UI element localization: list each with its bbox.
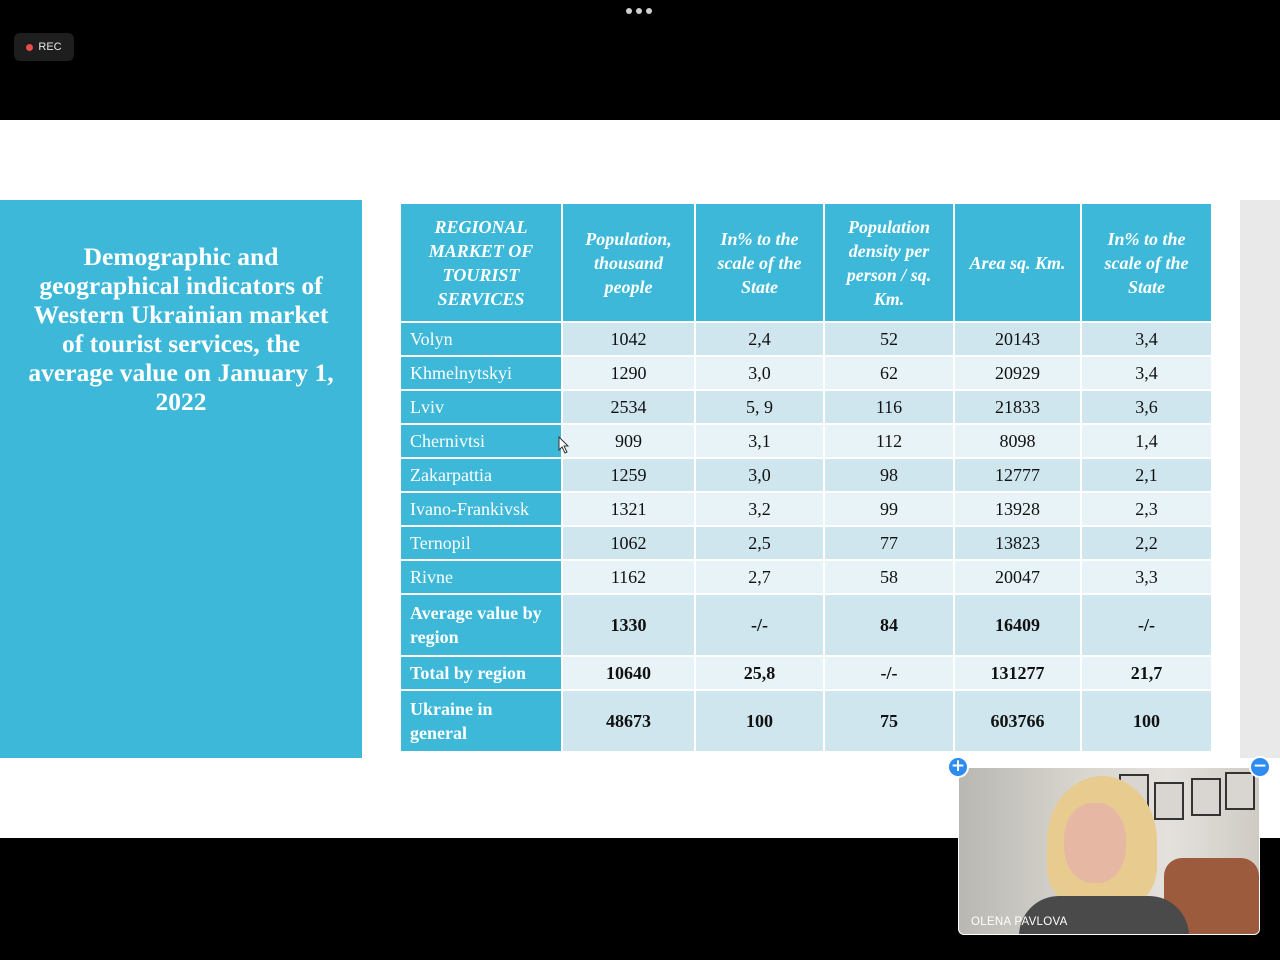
table-cell: -/- bbox=[1081, 594, 1212, 656]
more-options-icon[interactable] bbox=[626, 8, 652, 14]
wall-picture bbox=[1191, 778, 1221, 816]
wall-picture bbox=[1225, 772, 1255, 810]
header-cell: In% to the scale of the State bbox=[1081, 203, 1212, 322]
header-cell: Population density per person / sq. Km. bbox=[824, 203, 954, 322]
region-name: Khmelnytskyi bbox=[400, 356, 562, 390]
table-cell: 3,1 bbox=[695, 424, 824, 458]
participant-video[interactable] bbox=[958, 767, 1260, 935]
table-cell: 21,7 bbox=[1081, 656, 1212, 690]
region-name: Zakarpattia bbox=[400, 458, 562, 492]
table-cell: 84 bbox=[824, 594, 954, 656]
table-row bbox=[400, 492, 1212, 526]
recording-label: REC bbox=[38, 41, 62, 53]
region-name: Volyn bbox=[400, 322, 562, 356]
participant-face bbox=[1064, 803, 1126, 883]
table-row bbox=[400, 322, 1212, 356]
wall-picture bbox=[1154, 782, 1184, 820]
table-cell: 48673 bbox=[562, 690, 695, 752]
table-cell: 10640 bbox=[562, 656, 695, 690]
average-row bbox=[400, 594, 1212, 656]
recording-indicator bbox=[14, 33, 74, 61]
table-cell: 98 bbox=[824, 458, 954, 492]
table-cell: 2,5 bbox=[695, 526, 824, 560]
table-cell: 100 bbox=[1081, 690, 1212, 752]
header-cell: Population, thousand people bbox=[562, 203, 695, 322]
table-cell: 1,4 bbox=[1081, 424, 1212, 458]
table-cell: 1042 bbox=[562, 322, 695, 356]
table-cell: 3,4 bbox=[1081, 322, 1212, 356]
title-panel bbox=[0, 200, 362, 758]
header-cell: REGIONAL MARKET OF TOURIST SERVICES bbox=[400, 203, 562, 322]
shared-slide bbox=[0, 120, 1280, 838]
table-cell: 2,1 bbox=[1081, 458, 1212, 492]
table-cell: 2534 bbox=[562, 390, 695, 424]
header-cell: In% to the scale of the State bbox=[695, 203, 824, 322]
table-cell: 131277 bbox=[954, 656, 1081, 690]
row-label: Total by region bbox=[400, 656, 562, 690]
table-cell: 13823 bbox=[954, 526, 1081, 560]
table-cell: 116 bbox=[824, 390, 954, 424]
table-cell: 3,3 bbox=[1081, 560, 1212, 594]
table-cell: 20143 bbox=[954, 322, 1081, 356]
region-name: Chernivtsi bbox=[400, 424, 562, 458]
table-cell: 77 bbox=[824, 526, 954, 560]
table-cell: -/- bbox=[824, 656, 954, 690]
add-icon[interactable]: + bbox=[947, 756, 969, 778]
header-cell: Area sq. Km. bbox=[954, 203, 1081, 322]
table-cell: 75 bbox=[824, 690, 954, 752]
table-cell: 603766 bbox=[954, 690, 1081, 752]
table-cell: 1330 bbox=[562, 594, 695, 656]
table-cell: 1162 bbox=[562, 560, 695, 594]
participant-name: OLENA PAVLOVA bbox=[971, 916, 1068, 928]
table-row bbox=[400, 526, 1212, 560]
record-dot-icon bbox=[26, 44, 33, 51]
slide-edge bbox=[1240, 200, 1280, 758]
table-cell: 21833 bbox=[954, 390, 1081, 424]
slide-title: Demographic and geographical indicators of Western Ukrainian market of tourist services, the average value on January 1, 2022 bbox=[28, 242, 334, 416]
table-cell: 20929 bbox=[954, 356, 1081, 390]
table-cell: 2,3 bbox=[1081, 492, 1212, 526]
minimize-icon[interactable]: − bbox=[1249, 756, 1271, 778]
row-label: Ukraine in general bbox=[400, 690, 562, 752]
table-cell: 8098 bbox=[954, 424, 1081, 458]
table-cell: 1259 bbox=[562, 458, 695, 492]
table-row bbox=[400, 390, 1212, 424]
region-name: Rivne bbox=[400, 560, 562, 594]
table-cell: 52 bbox=[824, 322, 954, 356]
table-row bbox=[400, 458, 1212, 492]
table-row bbox=[400, 356, 1212, 390]
table-cell: 100 bbox=[695, 690, 824, 752]
table-cell: 62 bbox=[824, 356, 954, 390]
region-name: Ternopil bbox=[400, 526, 562, 560]
table-cell: 2,7 bbox=[695, 560, 824, 594]
table-row bbox=[400, 424, 1212, 458]
region-name: Ivano-Frankivsk bbox=[400, 492, 562, 526]
mouse-pointer-icon bbox=[557, 436, 571, 454]
table-cell: 3,4 bbox=[1081, 356, 1212, 390]
table-cell: 3,0 bbox=[695, 356, 824, 390]
table-cell: 25,8 bbox=[695, 656, 824, 690]
table-cell: 20047 bbox=[954, 560, 1081, 594]
table-header-row bbox=[400, 203, 1212, 322]
table-cell: 112 bbox=[824, 424, 954, 458]
table-cell: 3,6 bbox=[1081, 390, 1212, 424]
row-label: Average value by region bbox=[400, 594, 562, 656]
table-cell: 2,4 bbox=[695, 322, 824, 356]
total-row bbox=[400, 656, 1212, 690]
table-cell: 13928 bbox=[954, 492, 1081, 526]
table-cell: 1062 bbox=[562, 526, 695, 560]
indicators-table bbox=[399, 202, 1213, 753]
table-row bbox=[400, 560, 1212, 594]
table-cell: 12777 bbox=[954, 458, 1081, 492]
table-cell: 58 bbox=[824, 560, 954, 594]
table-cell: 1290 bbox=[562, 356, 695, 390]
region-name: Lviv bbox=[400, 390, 562, 424]
table-cell: 3,2 bbox=[695, 492, 824, 526]
table-cell: 909 bbox=[562, 424, 695, 458]
table-cell: -/- bbox=[695, 594, 824, 656]
table-cell: 3,0 bbox=[695, 458, 824, 492]
table-cell: 99 bbox=[824, 492, 954, 526]
ukraine-row bbox=[400, 690, 1212, 752]
table-cell: 1321 bbox=[562, 492, 695, 526]
table-cell: 16409 bbox=[954, 594, 1081, 656]
table-cell: 5, 9 bbox=[695, 390, 824, 424]
table-cell: 2,2 bbox=[1081, 526, 1212, 560]
